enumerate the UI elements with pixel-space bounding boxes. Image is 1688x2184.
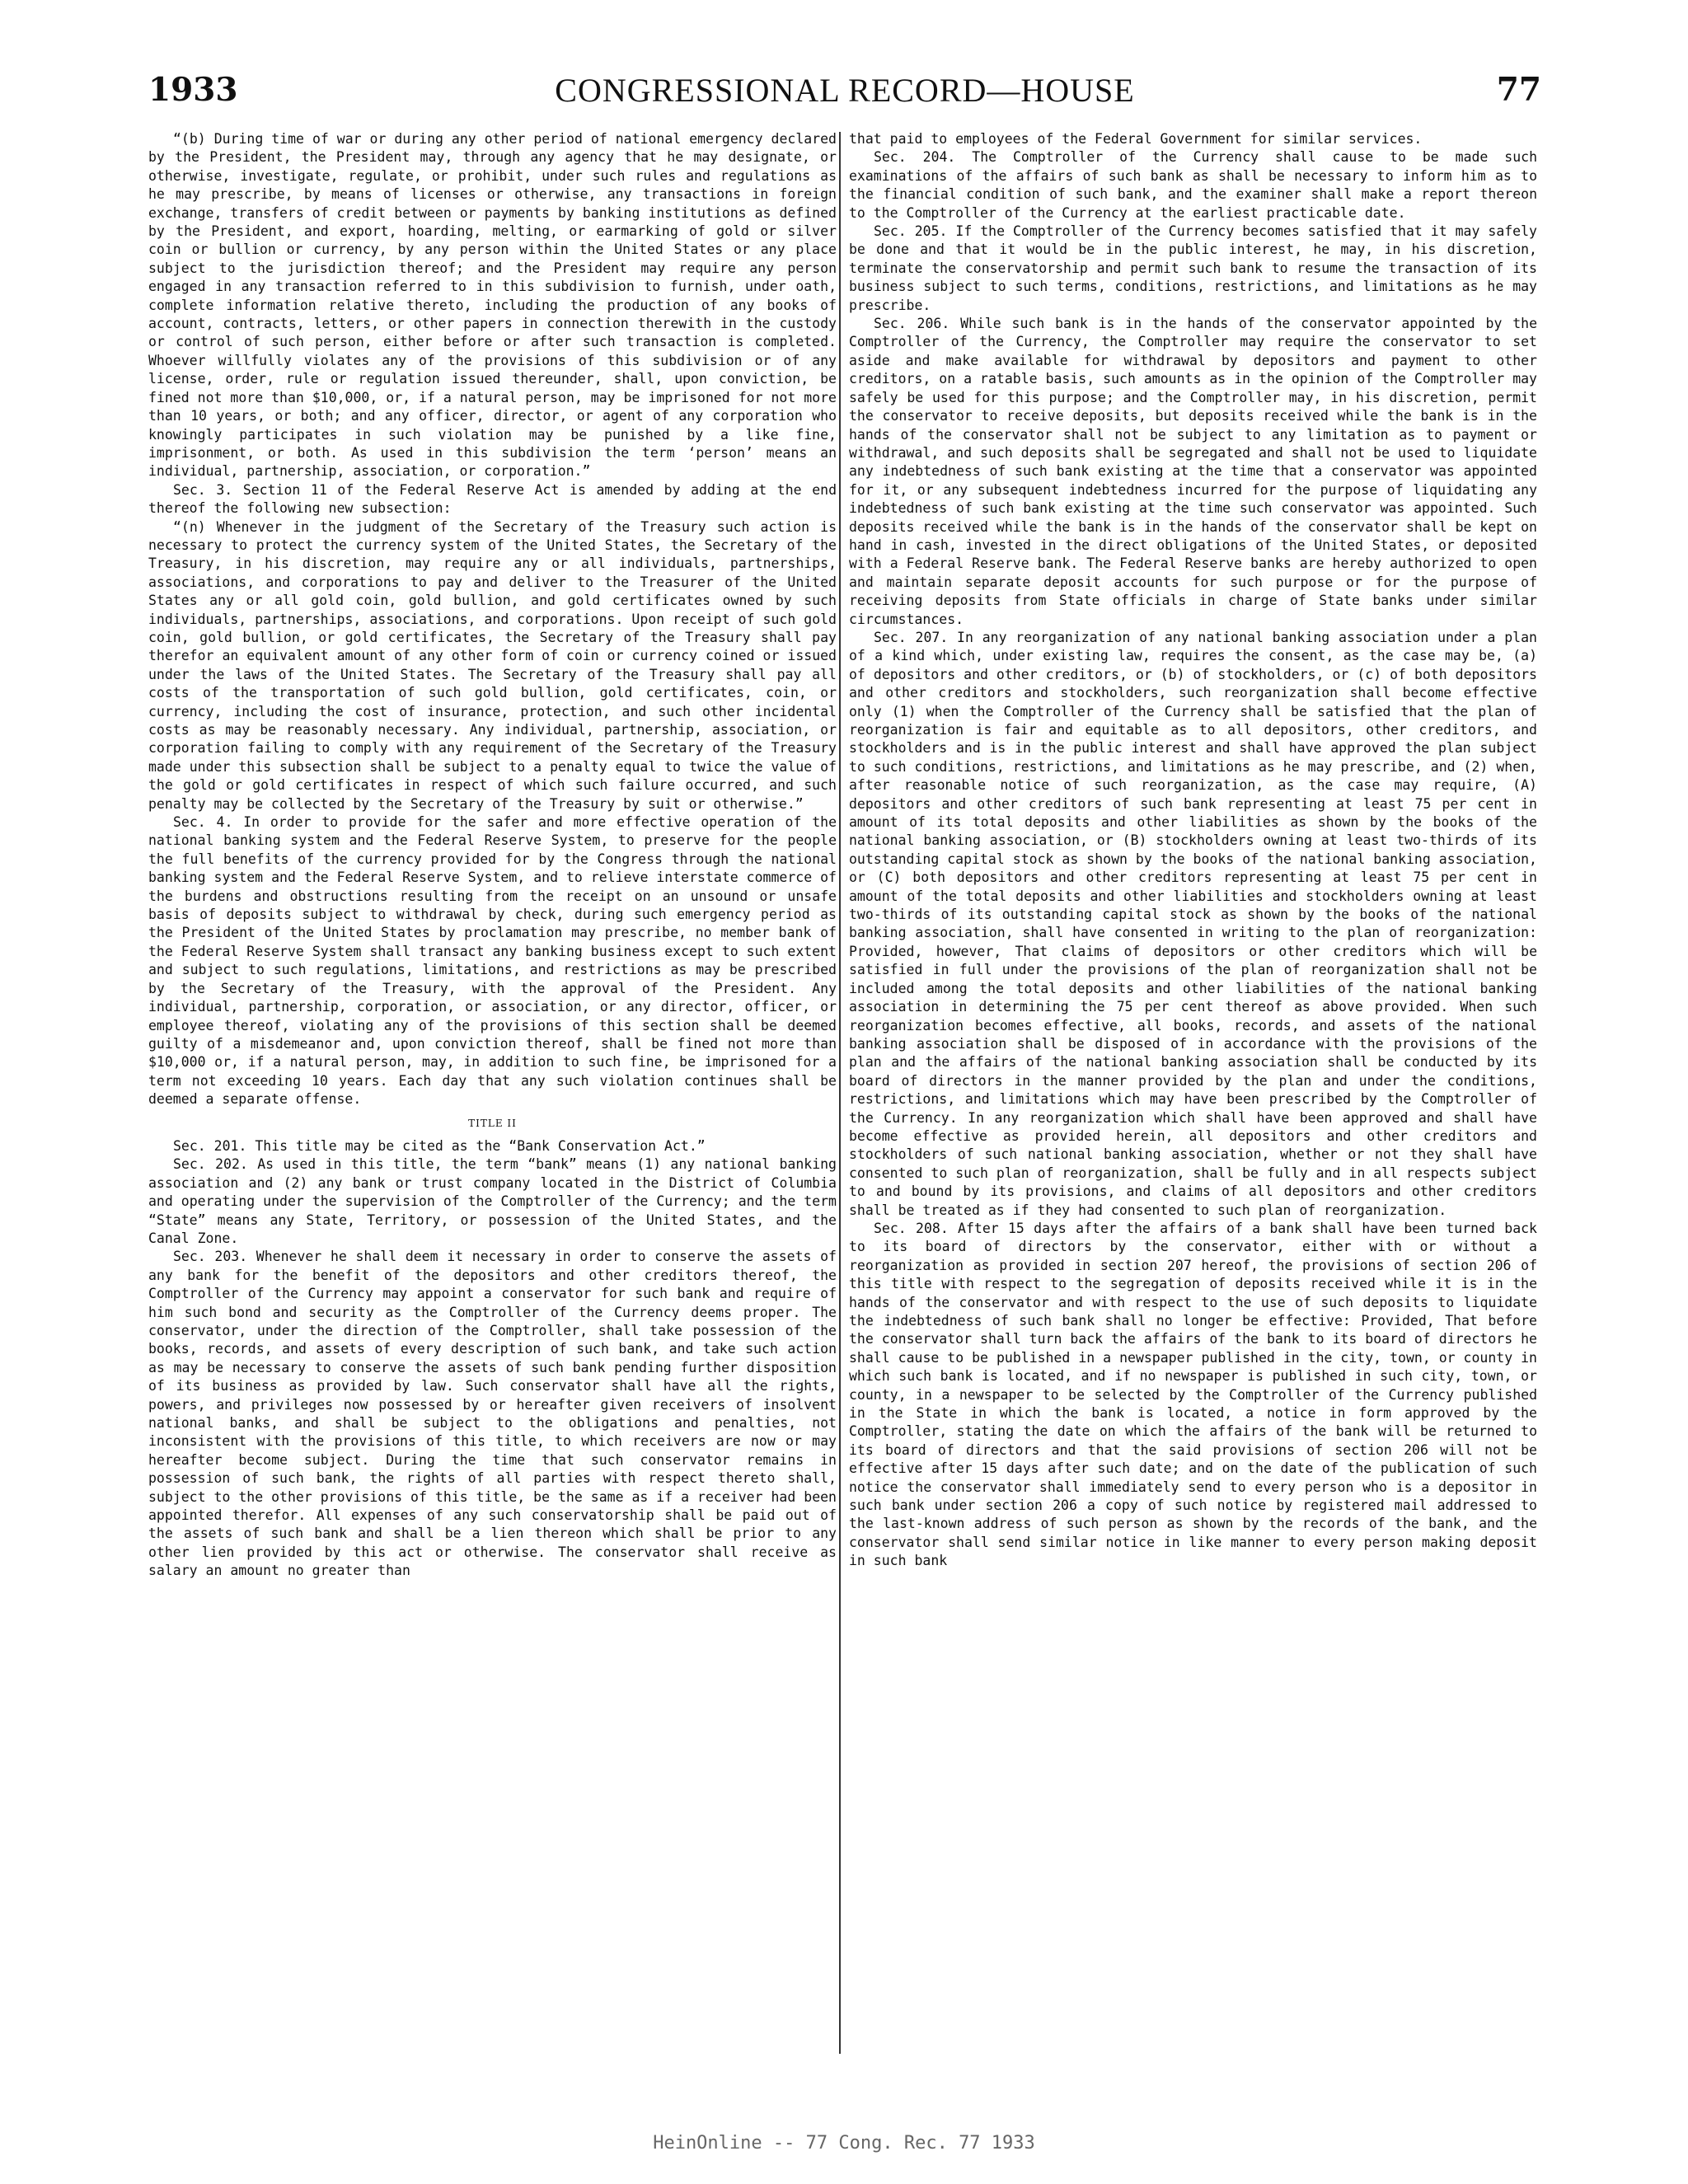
paragraph-sec206: Sec. 206. While such bank is in the hands of the conservator appointed by the Comptroller of the Currency, the Comptroller may require the conservator to set aside and make available for withdrawal by depositors and payment to other creditors, on a ratable basis, such amounts as in the opinion of the Comptroller may safely be used for this purpose; and the Comptroller may, in his discretion, permit the conservator to receive deposits, but deposits received while the bank is in the hands of the conservator shall not be subject to any limitation as to payment or withdrawal, and such deposits shall be segregated and shall not be used to liquidate any indebtedness of such bank existing at the time that a conservator was appointed for it, or any subsequent indebtedness incurred for the purpose of liquidating any indebtedness of such bank existing at the time such conservator was appointed. Such deposits received while the bank is in the hands of the conservator shall be kept on hand in cash, invested in the direct obligations of the United States, or deposited with a Federal Reserve bank. The Federal Reserve banks are hereby authorized to open and maintain separate deposit accounts for such purpose or for the purpose of receiving deposits from State officials in charge of State banks under similar circumstances. xyxy=(849,316,1537,627)
paragraph-sec203-cont: that paid to employees of the Federal Government for similar services. xyxy=(849,131,1423,147)
page-header xyxy=(148,71,1541,117)
paragraph-sec3: Sec. 3. Section 11 of the Federal Reserve Act is amended by adding at the end thereof the following new subsection: xyxy=(148,481,837,517)
paragraph-sec202: Sec. 202. As used in this title, the term “bank” means (1) any national banking association and (2) any bank or trust company located in the District of Columbia and operating under the supervision of the Comptroller of the Currency; and the term “State” means any State, Territory, or possession of the United States, and the Canal Zone. xyxy=(148,1156,837,1246)
right-column xyxy=(849,130,1537,2055)
left-column xyxy=(148,130,837,2055)
header-year: 1933 xyxy=(148,71,238,109)
footer-citation: HeinOnline -- 77 Cong. Rec. 77 1933 xyxy=(653,2133,1035,2154)
paragraph-sec203: Sec. 203. Whenever he shall deem it necessary in order to conserve the assets of any bank for the benefit of the depositors and other creditors thereof, the Comptroller of the Currency may appoint a conservator for such bank and require of him such bond and security as the Comptroller of the Currency deems proper. The conservator, under the direction of the Comptroller, shall take possession of the books, records, and assets of every description of such bank, and take such action as may be necessary to conserve the assets of such bank pending further disposition of its business as provided by law. Such conservator shall have all the rights, powers, and privileges now possessed by or hereafter given receivers of insolvent national banks, and shall be subject to the obligations and penalties, not inconsistent with the provisions of this title, to which receivers are now or may hereafter become subject. During the time that such conservator remains in possession of such bank, the rights of all parties with respect thereto shall, subject to the other provisions of this title, be the same as if a receiver had been appointed therefor. All expenses of any such conservatorship shall be paid out of the assets of such bank and shall be a lien thereon which shall be prior to any other lien provided by this act or otherwise. The conservator shall receive as salary an amount no greater than xyxy=(148,1249,837,1579)
paragraph-sec4: Sec. 4. In order to provide for the safer and more effective operation of the national banking system and the Federal Reserve System, to preserve for the people the full benefits of the currency provided for by the Congress through the national banking system and the Federal Reserve System, and to relieve interstate commerce of the burdens and obstructions resulting from the receipt on an unsound or unsafe basis of deposits subject to withdrawal by check, during such emergency period as the President of the United States by proclamation may prescribe, no member bank of the Federal Reserve System shall transact any banking business except to such extent and subject to such regulations, limitations, and restrictions as may be prescribed by the Secretary of the Treasury, with the approval of the President. Any individual, partnership, corporation, or association, or any director, officer, or employee thereof, violating any of the provisions of this section shall be deemed guilty of a misdemeanor and, upon conviction thereof, shall be fined not more than $10,000 or, if a natural person, may, in addition to such fine, be imprisoned for a term not exceeding 10 years. Each day that any such violation continues shall be deemed a separate offense. xyxy=(148,814,837,1108)
paragraph-sec205: Sec. 205. If the Comptroller of the Currency becomes satisfied that it may safely be done and that it would be in the public interest, he may, in his discretion, terminate the conservatorship and permit such bank to resume the transaction of its business subject to such terms, conditions, restrictions, and limitations as he may prescribe. xyxy=(849,223,1537,313)
header-page-number: 77 xyxy=(1496,71,1541,109)
title-heading: TITLE II xyxy=(468,1117,517,1129)
paragraph-sec201: Sec. 201. This title may be cited as the “Bank Conservation Act.” xyxy=(173,1137,706,1154)
paragraph-sec2-b: “(b) During time of war or during any other period of national emergency declared by the President, the President may, through any agency that he may designate, or otherwise, investigate, regulate, or prohibit, under such rules and regulations as he may prescribe, by means of licenses or otherwise, any transactions in foreign exchange, transfers of credit between or payments by banking institutions as defined by the President, and export, hoarding, melting, or earmarking of gold or silver coin or bullion or currency, by any person within the United States or any place subject to the jurisdiction thereof; and the President may require any person engaged in any transaction referred to in this subdivision to furnish, under oath, complete information relative thereto, including the production of any books of account, contracts, letters, or other papers in connection therewith in the custody or control of such person, either before or after such transaction is completed. Whoever willfully violates any of the provisions of this subdivision or of any license, order, rule or regulation issued thereunder, shall, upon conviction, be fined not more than $10,000, or, if a natural person, may be imprisoned for not more than 10 years, or both; and any officer, director, or agent of any corporation who knowingly participates in such violation may be punished by a like fine, imprisonment, or both. As used in this subdivision the term ‘person’ means an individual, partnership, association, or corporation.” xyxy=(148,131,837,480)
paragraph-sec208: Sec. 208. After 15 days after the affairs of a bank shall have been turned back to its board of directors by the conservator, either with or without a reorganization as provided in section 207 hereof, the provisions of section 206 of this title with respect to the segregation of deposits received while it is in the hands of the conservator and with respect to the use of such deposits to liquidate the indebtedness of such bank shall no longer be effective: Provided, That before the conservator shall turn back the affairs of the bank to its board of directors he shall cause to be published in a newspaper published in the city, town, or county in which such bank is located, and if no newspaper is published in such city, town, or county, in a newspaper to be selected by the Comptroller of the Currency published in the State in which the bank is located, a notice in form approved by the Comptroller, stating the date on which the affairs of the bank will be returned to its board of directors and that the said provisions of section 206 will not be effective after 15 days after such date; and on the date of the publication of such notice the conservator shall immediately send to every person who is a depositor in such bank under section 206 a copy of such notice by registered mail addressed to the last-known address of such person as shown by the records of the bank, and the conservator shall send similar notice in like manner to every person making deposit in such bank xyxy=(849,1220,1537,1569)
column-divider xyxy=(839,132,841,2054)
paragraph-sec207: Sec. 207. In any reorganization of any national banking association under a plan of a kind which, under existing law, requires the consent, as the case may be, (a) of depositors and other creditors, or (b) of stockholders, or (c) of both depositors and other creditors and stockholders, such reorganization shall become effective only (1) when the Comptroller of the Currency shall be satisfied that the plan of reorganization is fair and equitable as to all depositors, other creditors, and stockholders and is in the public interest and shall have approved the plan subject to such conditions, restrictions, and limitations as he may prescribe, and (2) when, after reasonable notice of such reorganization, as the case may require, (A) depositors and other creditors of such bank representing at least 75 per cent in amount of its total deposits and other liabilities as shown by the books of the national banking association, or (B) stockholders owning at least two-thirds of its outstanding capital stock as shown by the books of the national banking association, or (C) both depositors and other creditors representing at least 75 per cent in amount of the total deposits and other liabilities and stockholders owning at least two-thirds of its outstanding capital stock as shown by the books of the national banking association, shall have consented in writing to the plan of reorganization: Provided, however, That claims of depositors or other creditors which will be satisfied in full under the provisions of the plan of reorganization shall not be included among the total deposits and other liabilities of the national banking association in determining the 75 per cent thereof as above provided. When such reorganization becomes effective, all books, records, and assets of the national banking association shall be disposed of in accordance with the provisions of the plan and the affairs of the national banking association shall be conducted by its board of directors in the manner provided by the plan and under the conditions, restrictions, and limitations which may have been prescribed by the Comptroller of the Currency. In any reorganization which shall have been approved and shall have become effective as provided herein, all depositors and other creditors and stockholders of such national banking association, whether or not they shall have consented to such plan of reorganization, shall be fully and in all respects subject to and bound by its provisions, and claims of all depositors and other creditors shall be treated as if they had consented to such plan of reorganization. xyxy=(849,629,1537,1218)
paragraph-sec3-n: “(n) Whenever in the judgment of the Secretary of the Treasury such action is necessary to protect the currency system of the United States, the Secretary of the Treasury, in his discretion, may require any or all individuals, partnerships, associations, and corporations to pay and deliver to the Treasurer of the United States any or all gold coin, gold bullion, and gold certificates owned by such individuals, partnerships, associations, and corporations. Upon receipt of such gold coin, gold bullion, or gold certificates, the Secretary of the Treasury shall pay therefor an equivalent amount of any other form of coin or currency coined or issued under the laws of the United States. The Secretary of the Treasury shall pay all costs of the transportation of such gold bullion, gold certificates, coin, or currency, including the cost of insurance, protection, and such other incidental costs as may be reasonably necessary. Any individual, partnership, association, or corporation failing to comply with any requirement of the Secretary of the Treasury made under this subsection shall be subject to a penalty equal to twice the value of the gold or gold certificates in respect of which such failure occurred, and such penalty may be collected by the Secretary of the Treasury by suit or otherwise.” xyxy=(148,518,837,812)
paragraph-sec204: Sec. 204. The Comptroller of the Currency shall cause to be made such examinations of the affairs of such bank as shall be necessary to inform him as to the financial condition of such bank, and the examiner shall make a report thereon to the Comptroller of the Currency at the earliest practicable date. xyxy=(849,149,1537,221)
header-title: CONGRESSIONAL RECORD—HOUSE xyxy=(555,72,1135,109)
